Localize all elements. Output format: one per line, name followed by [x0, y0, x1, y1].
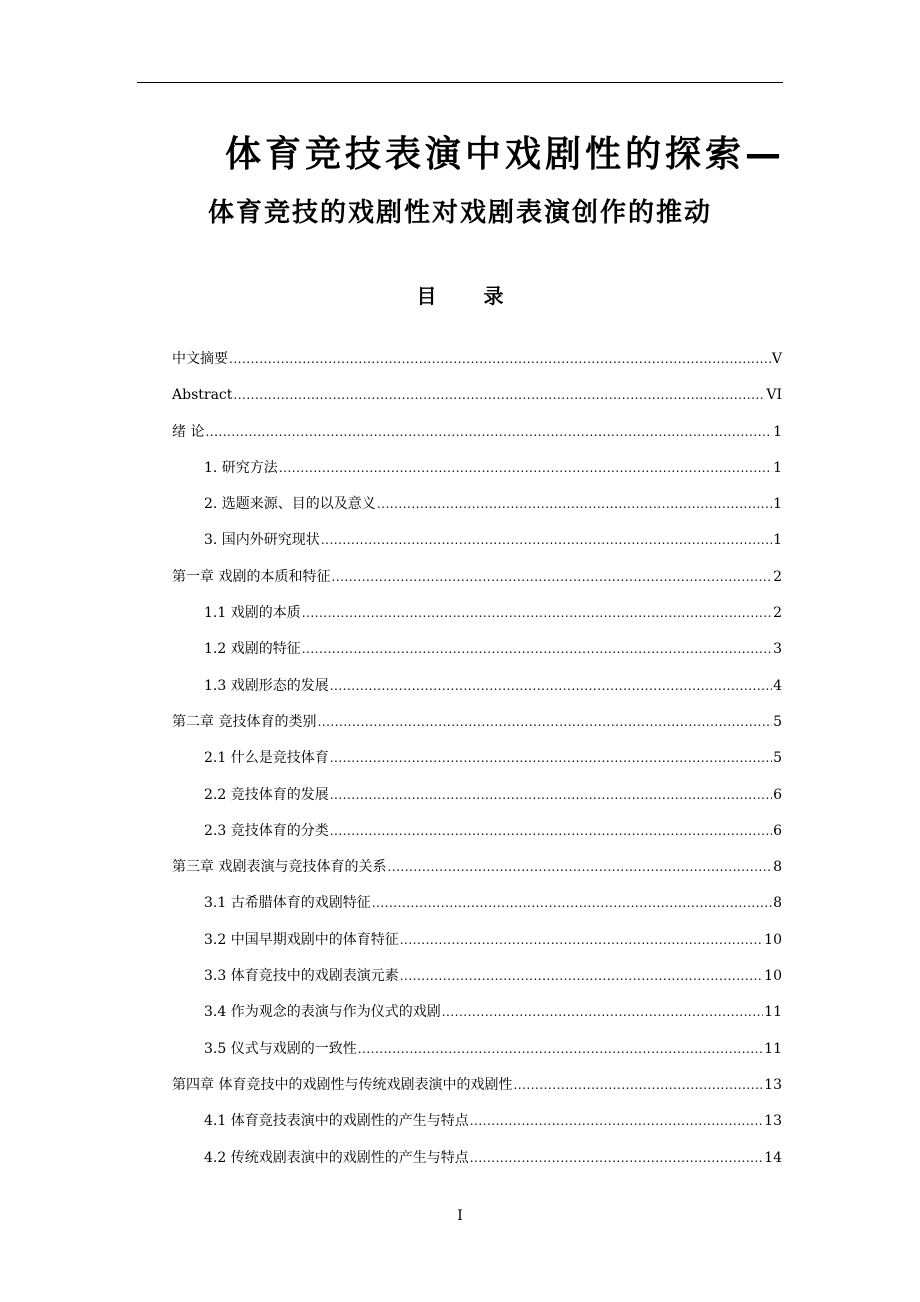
- toc-entry-label: 1. 研究方法: [204, 459, 278, 476]
- toc-entry-label: 3.4 作为观念的表演与作为仪式的戏剧: [204, 1004, 441, 1021]
- toc-entry-page: 6: [773, 786, 782, 803]
- toc-entry[interactable]: [172, 527, 782, 563]
- toc-entry[interactable]: [172, 419, 782, 455]
- toc-entry[interactable]: [172, 999, 782, 1035]
- toc-entry[interactable]: [172, 1036, 782, 1072]
- toc-dot-leader: [330, 745, 772, 771]
- toc-entry-page: 6: [773, 822, 782, 839]
- toc-entry-label: 1.3 戏剧形态的发展: [204, 677, 329, 694]
- toc-dot-leader: [330, 818, 772, 844]
- document-title: 体育竞技表演中戏剧性的探索—: [225, 134, 786, 175]
- document-subtitle: 体育竞技的戏剧性对戏剧表演创作的推动: [208, 198, 713, 228]
- toc-entry-label: 3. 国内外研究现状: [204, 532, 320, 549]
- toc-dot-leader: [377, 491, 772, 517]
- toc-entry-page: 2: [773, 568, 782, 585]
- toc-entry-page: 8: [773, 895, 782, 912]
- toc-entry-page: 1: [773, 496, 782, 513]
- toc-dot-leader: [279, 455, 772, 481]
- toc-entry-page: 1: [773, 532, 782, 549]
- toc-entry[interactable]: [172, 636, 782, 672]
- toc-dot-leader: [470, 1145, 763, 1171]
- toc-entry[interactable]: [172, 782, 782, 818]
- toc-dot-leader: [400, 963, 763, 989]
- toc-entry[interactable]: [172, 1145, 782, 1181]
- toc-entry[interactable]: [172, 818, 782, 854]
- toc-entry[interactable]: [172, 854, 782, 890]
- toc-entry-label: 3.3 体育竞技中的戏剧表演元素: [204, 968, 399, 985]
- toc-dot-leader: [302, 600, 772, 626]
- toc-entry-label: 1.2 戏剧的特征: [204, 641, 301, 658]
- toc-entry-label: 2.1 什么是竞技体育: [204, 750, 329, 767]
- toc-dot-leader: [229, 346, 771, 372]
- toc-heading: 目 录: [416, 284, 524, 308]
- toc-entry-page: 10: [764, 931, 782, 948]
- toc-entry[interactable]: [172, 890, 782, 926]
- toc-entry-page: 1: [773, 459, 782, 476]
- toc-entry-label: 中文摘要: [172, 351, 228, 367]
- toc-entry-page: 8: [773, 859, 782, 876]
- table-of-contents: [172, 346, 782, 1181]
- toc-dot-leader: [358, 1036, 763, 1062]
- toc-entry-label: 2. 选题来源、目的以及意义: [204, 496, 376, 513]
- toc-entry[interactable]: [172, 1108, 782, 1144]
- toc-entry-label: 第三章 戏剧表演与竞技体育的关系: [172, 859, 387, 876]
- toc-entry-label: 4.2 传统戏剧表演中的戏剧性的产生与特点: [204, 1149, 469, 1166]
- toc-dot-leader: [387, 854, 772, 880]
- toc-dot-leader: [331, 564, 772, 590]
- header-rule: [137, 82, 783, 83]
- toc-entry-page: V: [771, 351, 782, 367]
- toc-entry-label: 3.2 中国早期戏剧中的体育特征: [204, 931, 399, 948]
- toc-entry-label: 1.1 戏剧的本质: [204, 605, 301, 622]
- toc-entry-label: 2.3 竞技体育的分类: [204, 822, 329, 839]
- toc-dot-leader: [233, 382, 765, 408]
- toc-entry-page: 11: [764, 1040, 782, 1057]
- toc-dot-leader: [442, 999, 763, 1025]
- toc-entry[interactable]: [172, 455, 782, 491]
- toc-entry-page: 2: [773, 605, 782, 622]
- toc-dot-leader: [470, 1108, 763, 1134]
- toc-dot-leader: [330, 782, 772, 808]
- toc-entry[interactable]: [172, 564, 782, 600]
- toc-entry[interactable]: [172, 673, 782, 709]
- toc-entry-page: 11: [764, 1004, 782, 1021]
- toc-dot-leader: [330, 673, 772, 699]
- toc-dot-leader: [205, 419, 772, 445]
- toc-entry-label: Abstract: [172, 387, 233, 404]
- toc-entry-label: 4.1 体育竞技表演中的戏剧性的产生与特点: [204, 1113, 469, 1130]
- toc-entry-page: 14: [764, 1149, 782, 1166]
- toc-entry-label: 绪 论: [172, 423, 205, 440]
- toc-entry[interactable]: [172, 1072, 782, 1108]
- toc-entry-label: 第二章 竞技体育的类别: [172, 713, 317, 730]
- toc-entry[interactable]: [172, 927, 782, 963]
- toc-entry-label: 3.5 仪式与戏剧的一致性: [204, 1040, 357, 1057]
- toc-entry-label: 3.1 古希腊体育的戏剧特征: [204, 895, 371, 912]
- toc-entry-page: 3: [773, 641, 782, 658]
- toc-entry-page: 1: [773, 423, 782, 440]
- toc-entry[interactable]: [172, 600, 782, 636]
- toc-entry-page: 5: [773, 713, 782, 730]
- toc-entry[interactable]: [172, 382, 782, 418]
- toc-entry[interactable]: [172, 745, 782, 781]
- page-number: I: [457, 1208, 463, 1224]
- toc-entry-label: 第一章 戏剧的本质和特征: [172, 568, 331, 585]
- toc-entry[interactable]: [172, 963, 782, 999]
- toc-entry-page: 5: [773, 750, 782, 767]
- toc-dot-leader: [513, 1072, 763, 1098]
- toc-dot-leader: [321, 527, 772, 553]
- toc-entry-label: 第四章 体育竞技中的戏剧性与传统戏剧表演中的戏剧性: [172, 1076, 513, 1093]
- toc-dot-leader: [302, 636, 772, 662]
- toc-dot-leader: [372, 890, 772, 916]
- toc-dot-leader: [400, 927, 763, 953]
- toc-dot-leader: [317, 709, 772, 735]
- toc-entry[interactable]: [172, 709, 782, 745]
- toc-entry-page: 13: [764, 1113, 782, 1130]
- toc-entry-page: 10: [764, 968, 782, 985]
- toc-entry-page: VI: [766, 387, 782, 404]
- toc-entry[interactable]: [172, 346, 782, 382]
- toc-entry-label: 2.2 竞技体育的发展: [204, 786, 329, 803]
- toc-entry-page: 13: [764, 1076, 782, 1093]
- toc-entry-page: 4: [773, 677, 782, 694]
- toc-entry[interactable]: [172, 491, 782, 527]
